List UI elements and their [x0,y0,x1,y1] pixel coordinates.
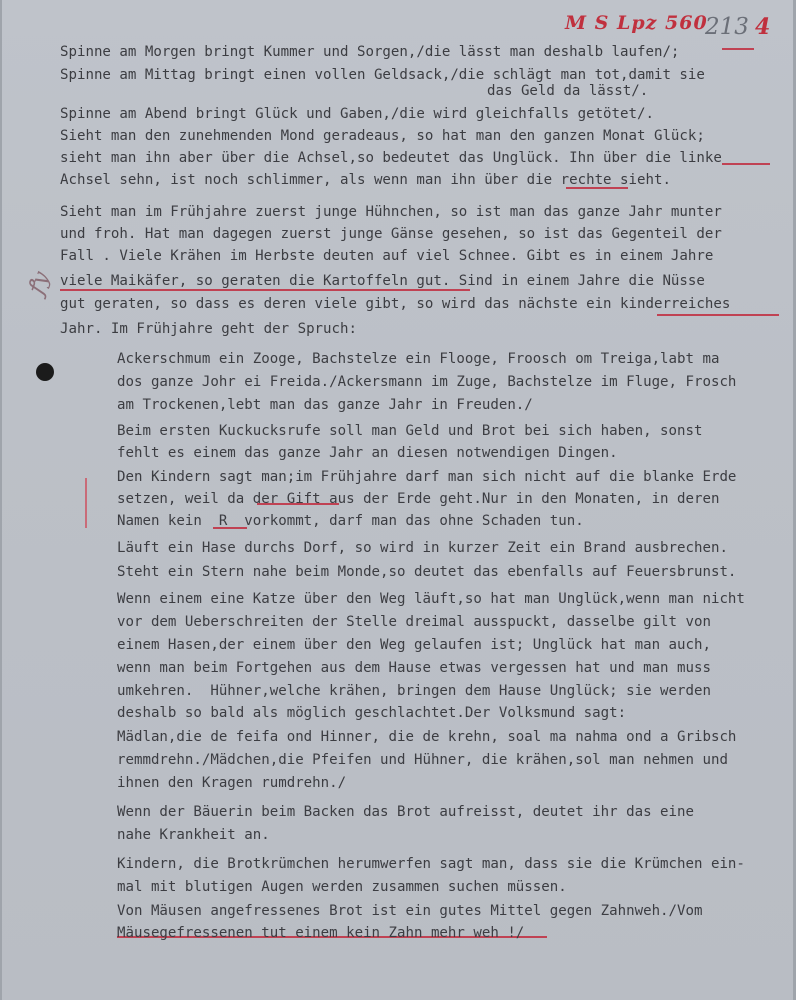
red-mark [722,48,754,50]
archive-suffix: 4 [755,14,771,40]
text-line: Wenn einem eine Katze über den Weg läuft,so hat man Unglück,wenn man nicht [117,591,745,607]
text-line: dos ganze Johr ei Freida./Ackersmann im Zuge, Bachstelze im Fluge, Frosch [117,374,737,390]
text-line: Wenn der Bäuerin beim Backen das Brot aufreisst, deutet ihr das eine [117,804,694,820]
margin-handwriting: ꝭy [23,268,55,299]
archive-signature: M S Lpz 560 [565,12,708,34]
text-line: Sieht man den zunehmenden Mond geradeaus, so hat man den ganzen Monat Glück; [60,128,705,144]
text-line: deshalb so bald als möglich geschlachtet.Der Volksmund sagt: [117,705,627,721]
punch-hole [36,363,54,381]
text-line: mal mit blutigen Augen werden zusammen suchen müssen. [117,879,567,895]
text-line: Den Kindern sagt man;im Frühjahre darf man sich nicht auf die blanke Erde [117,469,737,485]
text-line: Steht ein Stern nahe beim Monde,so deutet das ebenfalls auf Feuersbrunst. [117,564,737,580]
text-line: Spinne am Mittag bringt einen vollen Geldsack,/die schlägt man tot,damit sie [60,67,705,83]
text-line: Mädlan,die de feifa ond Hinner, die de krehn, soal ma nahma ond a Gribsch [117,729,737,745]
archive-number: 213 [705,14,749,40]
page-edge-left [0,0,2,1000]
text-line: Fall . Viele Krähen im Herbste deuten auf viel Schnee. Gibt es in einem Jahre [60,248,714,264]
text-line: Achsel sehn, ist noch schlimmer, als wenn man ihn über die rechte sieht. [60,172,671,188]
underline-kinderreiches [657,314,779,316]
underline-linke [722,163,770,165]
text-line: das Geld da lässt/. [487,83,649,99]
text-line: am Trockenen,lebt man das ganze Jahr in Freuden./ [117,397,533,413]
text-line: wenn man beim Fortgehen aus dem Hause etwas vergessen hat und man muss [117,660,711,676]
text-line: umkehren. Hühner,welche krähen, bringen dem Hause Unglück; sie werden [117,683,711,699]
text-line: einem Hasen,der einem über den Weg gelaufen ist; Unglück hat man auch, [117,637,711,653]
text-line: Sieht man im Frühjahre zuerst junge Hühnchen, so ist man das ganze Jahr munter [60,204,722,220]
text-line: Mäusegefressenen tut einem kein Zahn mehr weh !/ [117,925,525,941]
text-line: setzen, weil da der Gift aus der Erde geht.Nur in den Monaten, in deren [117,491,720,507]
text-line: Jahr. Im Frühjahre geht der Spruch: [60,321,357,337]
text-line: Spinne am Abend bringt Glück und Gaben,/die wird gleichfalls getötet/. [60,106,654,122]
text-line: fehlt es einem das ganze Jahr an diesen notwendigen Dingen. [117,445,618,461]
text-line: viele Maikäfer, so geraten die Kartoffeln gut. Sind in einem Jahre die Nüsse [60,273,705,289]
text-line: Von Mäusen angefressenes Brot ist ein gutes Mittel gegen Zahnweh./Vom [117,903,703,919]
text-line: remmdrehn./Mädchen,die Pfeifen und Hühner, die krähen,sol man nehmen und [117,752,728,768]
text-line: gut geraten, so dass es deren viele gibt, so wird das nächste ein kinderreiches [60,296,731,312]
text-line: und froh. Hat man dagegen zuerst junge Gänse gesehen, so ist das Gegenteil der [60,226,722,242]
text-line: Namen kein R vorkommt, darf man das ohne Schaden tun. [117,513,584,529]
text-line: Ackerschmum ein Zooge, Bachstelze ein Flooge, Froosch om Treiga,labt ma [117,351,720,367]
text-line: nahe Krankheit an. [117,827,270,843]
text-line: Spinne am Morgen bringt Kummer und Sorgen,/die lässt man deshalb laufen/; [60,44,680,60]
text-line: vor dem Ueberschreiten der Stelle dreimal ausspuckt, dasselbe gilt von [117,614,711,630]
text-line: Läuft ein Hase durchs Dorf, so wird in kurzer Zeit ein Brand ausbrechen. [117,540,728,556]
text-line: sieht man ihn aber über die Achsel,so bedeutet das Unglück. Ihn über die linke [60,150,722,166]
margin-red-stroke [85,478,87,528]
text-line: Beim ersten Kuckucksrufe soll man Geld und Brot bei sich haben, sonst [117,423,703,439]
text-line: Kindern, die Brotkrümchen herumwerfen sagt man, dass sie die Krümchen ein- [117,856,745,872]
text-line: ihnen den Kragen rumdrehn./ [117,775,347,791]
